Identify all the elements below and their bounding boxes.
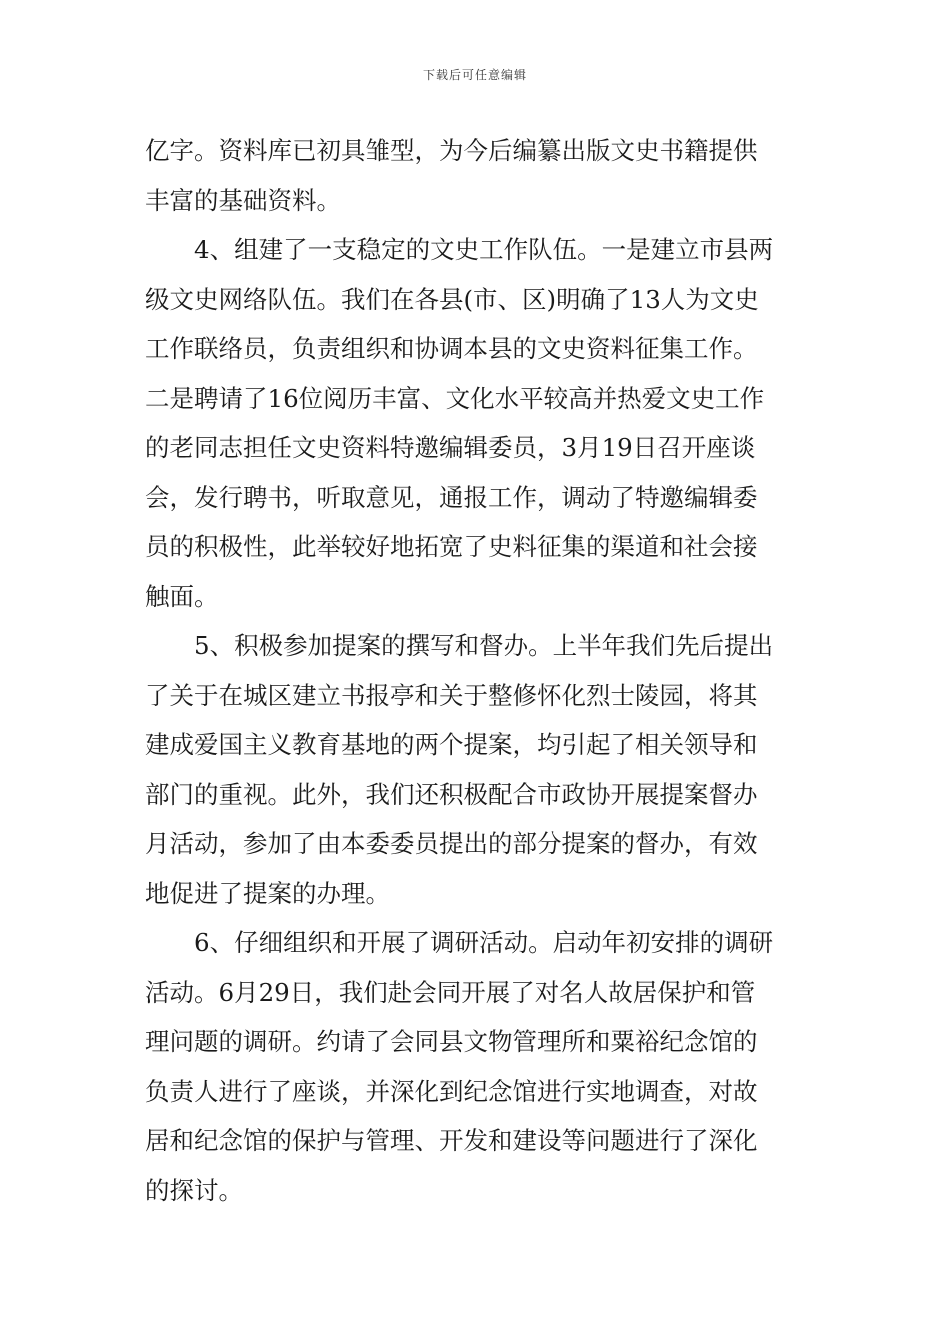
text-line: 活动。6月29日，我们赴会同开展了对名人故居保护和管: [145, 977, 756, 1007]
text-line: 了关于在城区建立书报亭和关于整修怀化烈士陵园，将其: [145, 680, 758, 710]
text-line: 4、组建了一支稳定的文史工作队伍。一是建立市县两: [194, 235, 774, 264]
paragraph-item-4: [145, 225, 805, 621]
text-line: 级文史网络队伍。我们在各县(市、区)明确了13人为文史: [145, 284, 759, 314]
text-line: 建成爱国主义教育基地的两个提案，均引起了相关领导和: [145, 730, 758, 759]
text-line: 丰富的基础资料。: [145, 185, 341, 215]
text-line: 的老同志担任文史资料特邀编辑委员，3月19日召开座谈: [145, 433, 756, 462]
text-line: 5、积极参加提案的撰写和督办。上半年我们先后提出: [194, 631, 774, 660]
text-line: 地促进了提案的办理。: [145, 878, 390, 908]
text-line: 6、仔细组织和开展了调研活动。启动年初安排的调研: [194, 928, 774, 957]
document-body: [145, 126, 805, 1215]
text-line: 的探讨。: [145, 1175, 243, 1205]
text-line: 部门的重视。此外，我们还积极配合市政协开展提案督办: [145, 779, 758, 809]
text-line: 月活动，参加了由本委委员提出的部分提案的督办，有效: [145, 829, 758, 858]
text-line: 居和纪念馆的保护与管理、开发和建设等问题进行了深化: [145, 1126, 758, 1155]
text-line: 员的积极性，此举较好地拓宽了史料征集的渠道和社会接: [145, 532, 758, 561]
text-line: 亿字。资料库已初具雏型，为今后编纂出版文史书籍提供: [145, 136, 758, 165]
paragraph-continuation: [145, 126, 805, 225]
text-line: 理问题的调研。约请了会同县文物管理所和粟裕纪念馆的: [145, 1027, 758, 1056]
text-line: 会，发行聘书，听取意见，通报工作，调动了特邀编辑委: [145, 482, 758, 512]
text-line: 负责人进行了座谈，并深化到纪念馆进行实地调查，对故: [145, 1076, 758, 1106]
paragraph-item-5: [145, 621, 805, 918]
paragraph-item-6: [145, 918, 805, 1215]
page-header: 下载后可任意编辑: [422, 68, 527, 82]
text-line: 触面。: [145, 581, 219, 611]
text-line: 工作联络员，负责组织和协调本县的文史资料征集工作。: [145, 334, 758, 363]
text-line: 二是聘请了16位阅历丰富、文化水平较高并热爱文史工作: [145, 383, 765, 413]
